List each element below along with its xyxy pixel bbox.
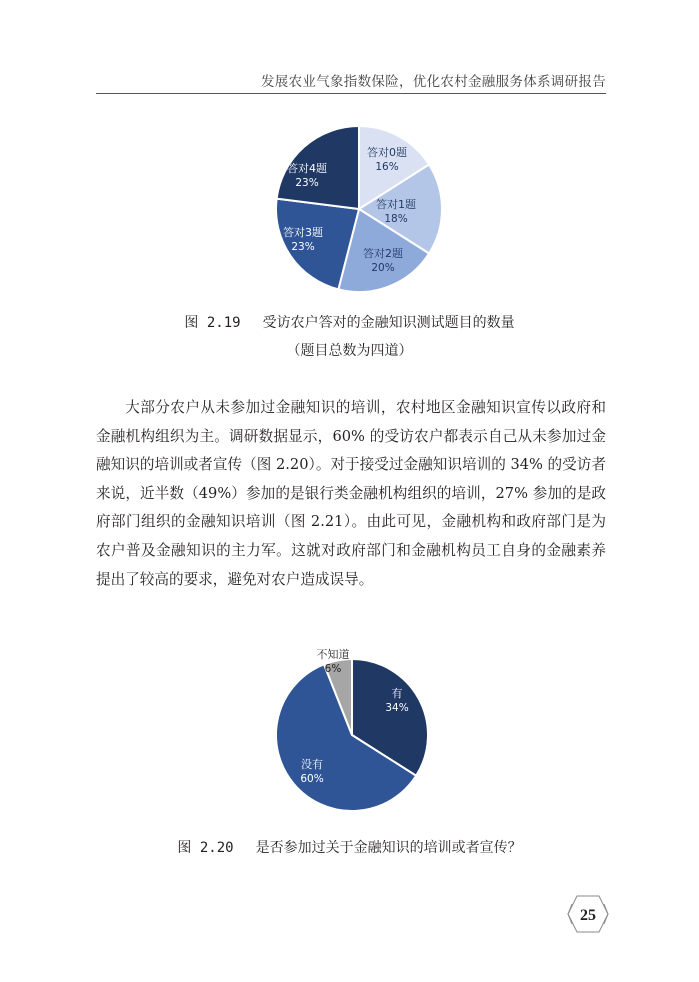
figure-number: 图 2.19 [184,315,241,331]
fig1-value-1: 18% [384,213,408,225]
fig2-label-1: 没有 [301,758,323,771]
figure-caption-text: 受访农户答对的金融知识测试题目的数量 [262,315,515,331]
fig2-label-2: 不知道 [316,648,350,661]
figure-caption-text: 是否参加过关于金融知识的培训或者宣传？ [255,840,522,856]
figure-caption-sub: （题目总数为四道） [286,343,413,359]
fig1-label-0: 答对0题 [367,146,407,159]
body-paragraph: 大部分农户从未参加过金融知识的培训，农村地区金融知识宣传以政府和金融机构组织为主。调研数据显示，60% 的受访农户都表示自己从未参加过金融知识的培训或者宣传（图 2.20）。对于接受过金融知识培训的 34% 的受访者来说，近半数（49%）参加的是银行类金融机构组织的培训，27% 参加的是政府部门组织的金融知识培训（图 2.21）。由此可见，金融机构和政府部门是为农户普及金融知识的主力军。这就对政府部门和金融机构员工自身的金融素养提出了较高的要求，避免对农户造成误导。 [96,399,606,588]
fig1-label-1: 答对1题 [376,198,416,211]
fig1-label-4: 答对4题 [287,162,327,175]
fig1-label-2: 答对2题 [363,247,403,260]
running-header: 发展农业气象指数保险，优化农村金融服务体系调研报告 [261,74,606,90]
figure-number: 图 2.20 [177,840,234,856]
fig1-value-4: 23% [295,177,319,189]
fig1-value-0: 16% [375,161,399,173]
page-number-badge [566,894,610,934]
fig2-label-0: 有 [391,687,403,700]
fig2-value-1: 60% [300,773,324,785]
fig1-value-2: 20% [371,262,395,274]
fig1-label-3: 答对3题 [283,226,323,239]
fig1-value-3: 23% [291,241,315,253]
fig2-value-2: 6% [324,663,342,675]
page-number: 25 [580,907,596,924]
fig2-value-0: 34% [385,702,409,714]
figure-caption-2-20 [0,837,699,857]
